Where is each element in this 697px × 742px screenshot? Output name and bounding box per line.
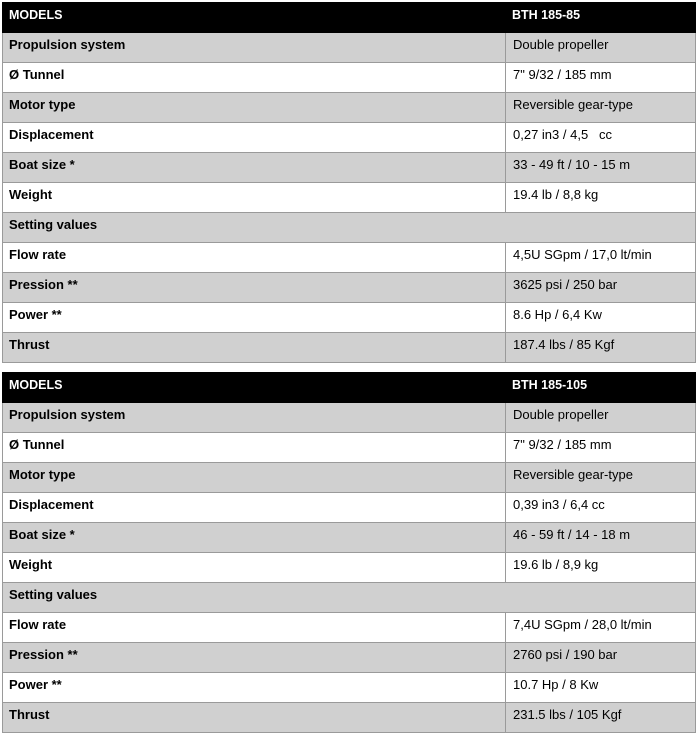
row-label: Flow rate bbox=[9, 617, 67, 632]
row-label: Thrust bbox=[9, 707, 50, 722]
models-header-label: MODELS bbox=[9, 8, 63, 22]
row-label: Displacement bbox=[9, 497, 94, 512]
table-row-propulsion-system bbox=[3, 403, 696, 433]
table-row-flow-rate bbox=[3, 243, 696, 273]
row-value: 231.5 lbs / 105 Kgf bbox=[513, 707, 622, 722]
table-row-flow-rate bbox=[3, 613, 696, 643]
table-row-power bbox=[3, 303, 696, 333]
row-label: Pression ** bbox=[9, 647, 78, 662]
row-value: 3625 psi / 250 bar bbox=[513, 277, 618, 292]
models-header-cell bbox=[3, 3, 506, 33]
row-label: Boat size * bbox=[9, 157, 75, 172]
table-header-row bbox=[3, 3, 696, 33]
model-name: BTH 185-85 bbox=[512, 8, 581, 22]
table-row-displacement bbox=[3, 123, 696, 153]
model-name: BTH 185-105 bbox=[512, 378, 588, 392]
row-label: Propulsion system bbox=[9, 37, 126, 52]
row-value: 7" 9/32 / 185 mm bbox=[513, 437, 612, 452]
table-row-motor-type bbox=[3, 463, 696, 493]
spec-table-bth-185-105 bbox=[2, 372, 696, 733]
row-label: Flow rate bbox=[9, 247, 67, 262]
row-value: 8.6 Hp / 6,4 Kw bbox=[513, 307, 602, 322]
row-label: Thrust bbox=[9, 337, 50, 352]
row-label: Motor type bbox=[9, 97, 76, 112]
model-name-cell bbox=[506, 3, 696, 33]
section-label: Setting values bbox=[9, 217, 98, 232]
row-label: Boat size * bbox=[9, 527, 75, 542]
row-value: 46 - 59 ft / 14 - 18 m bbox=[513, 527, 631, 542]
model-name-cell bbox=[506, 373, 696, 403]
table-row-power bbox=[3, 673, 696, 703]
row-value: 0,27 in3 / 4,5 cc bbox=[513, 127, 613, 142]
table-row-setting-values bbox=[3, 583, 696, 613]
models-header-label: MODELS bbox=[9, 378, 63, 392]
row-label: Ø Tunnel bbox=[9, 67, 65, 82]
row-label: Propulsion system bbox=[9, 407, 126, 422]
row-value: 0,39 in3 / 6,4 cc bbox=[513, 497, 605, 512]
row-label: Ø Tunnel bbox=[9, 437, 65, 452]
spec-table-bth-185-85 bbox=[2, 2, 696, 363]
table-row-boat-size bbox=[3, 523, 696, 553]
row-label: Power ** bbox=[9, 677, 62, 692]
table-row-pression bbox=[3, 273, 696, 303]
row-label: Weight bbox=[9, 557, 53, 572]
row-value: 19.6 lb / 8,9 kg bbox=[513, 557, 599, 572]
row-value: 187.4 lbs / 85 Kgf bbox=[513, 337, 615, 352]
row-value: 7" 9/32 / 185 mm bbox=[513, 67, 612, 82]
row-value: Double propeller bbox=[513, 407, 609, 422]
table-row-motor-type bbox=[3, 93, 696, 123]
row-label: Power ** bbox=[9, 307, 62, 322]
row-value: 4,5U SGpm / 17,0 lt/min bbox=[513, 247, 652, 262]
row-value: Double propeller bbox=[513, 37, 609, 52]
table-row-weight bbox=[3, 553, 696, 583]
table-row-boat-size bbox=[3, 153, 696, 183]
models-header-cell bbox=[3, 373, 506, 403]
table-row-pression bbox=[3, 643, 696, 673]
row-value: 10.7 Hp / 8 Kw bbox=[513, 677, 599, 692]
table-row-tunnel bbox=[3, 433, 696, 463]
table-row-displacement bbox=[3, 493, 696, 523]
row-value: 19.4 lb / 8,8 kg bbox=[513, 187, 599, 202]
row-value: 7,4U SGpm / 28,0 lt/min bbox=[513, 617, 652, 632]
section-label: Setting values bbox=[9, 587, 98, 602]
table-row-setting-values bbox=[3, 213, 696, 243]
row-value: 2760 psi / 190 bar bbox=[513, 647, 618, 662]
row-value: 33 - 49 ft / 10 - 15 m bbox=[513, 157, 631, 172]
table-row-thrust bbox=[3, 703, 696, 733]
row-label: Weight bbox=[9, 187, 53, 202]
row-label: Pression ** bbox=[9, 277, 78, 292]
table-row-tunnel bbox=[3, 63, 696, 93]
row-value: Reversible gear-type bbox=[513, 467, 633, 482]
table-row-thrust bbox=[3, 333, 696, 363]
row-value: Reversible gear-type bbox=[513, 97, 633, 112]
table-header-row bbox=[3, 373, 696, 403]
row-label: Displacement bbox=[9, 127, 94, 142]
row-label: Motor type bbox=[9, 467, 76, 482]
table-row-propulsion-system bbox=[3, 33, 696, 63]
table-row-weight bbox=[3, 183, 696, 213]
